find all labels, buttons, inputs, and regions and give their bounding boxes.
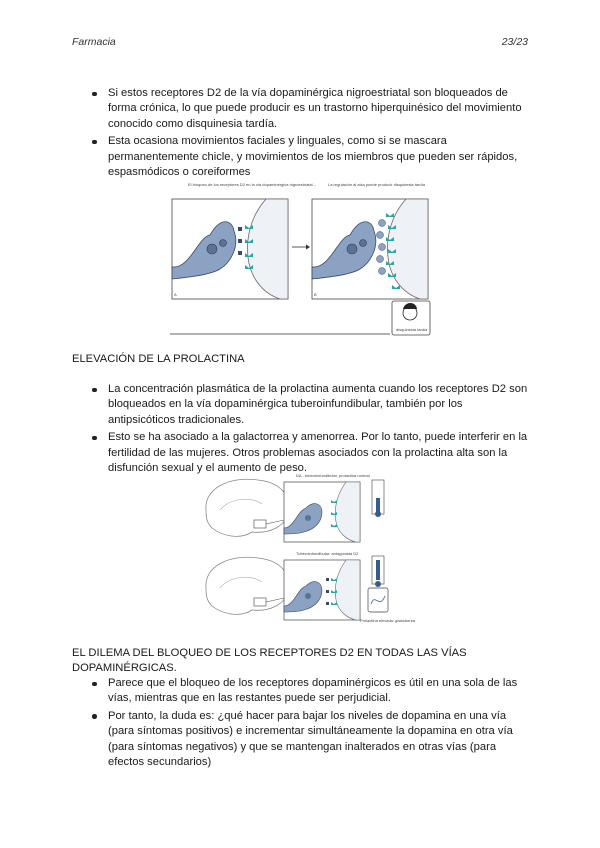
section1-bullet-2: Esta ocasiona movimientos faciales y linguales, como si se mascara permanentemente chicle, y movimientos de los miembros que pueden ser rápidos, espasmódicos o coreiformes	[88, 134, 528, 180]
figure-tardive-dyskinesia	[170, 177, 432, 337]
section2-list	[88, 382, 528, 478]
panel-a-caption: El bloqueo de los receptores D2 en la vía dopaminérgica nigroestriatal...	[188, 182, 316, 187]
section2-bullet-2: Esto se ha asociado a la galactorrea y amenorrea. Por lo tanto, puede interferir en la fertilidad de las mujeres. Otros problemas asociados con la prolactina alta son la disfunción sexual y el aumento de peso.	[88, 430, 528, 476]
heading-dilema: EL DILEMA DEL BLOQUEO DE LOS RECEPTORES D2 EN TODAS LAS VÍAS DOPAMINÉRGICAS.	[72, 647, 467, 675]
header-title: Farmacia	[72, 36, 116, 48]
panel-a-label: A	[174, 292, 177, 297]
figure2-side-caption: Prolactina elevada: galactorrea	[360, 618, 416, 623]
brain-sketch-bottom	[206, 557, 289, 614]
section2-bullet-1: La concentración plasmática de la prolactina aumenta cuando los receptores D2 son bloqueados en la vía dopaminérgica tuberoinfundibular, también por los antipsicóticos tradicionales.	[88, 382, 528, 428]
page-number: 23/23	[501, 36, 528, 48]
panel-b-caption: La regulación al alza puede producir disquinesia tardía	[328, 182, 425, 187]
figure2-top-caption: DA - tuberoinfundibular, prolactina normal	[296, 473, 370, 478]
section3-list	[88, 676, 528, 772]
section3-bullet-2: Por tanto, la duda es: ¿qué hacer para bajar los niveles de dopamina en una vía (para síntomas positivos) e incrementar simultáneamente la dopamina en otra vía (para síntomas negativos) y que se mantengan inalterados en otras vías (para efectos secundarios)	[88, 709, 528, 771]
heading-prolactina: ELEVACIÓN DE LA PROLACTINA	[72, 353, 245, 365]
figure-prolactin	[200, 470, 416, 632]
section3-bullet-1: Parece que el bloqueo de los receptores dopaminérgicos es útil en una sola de las vías, mientras que en las restantes puede ser perjudicial.	[88, 676, 528, 707]
figure2-bottom-caption: Tuberoinfundibular: antagonista D2	[296, 551, 359, 556]
section1-bullet-1: Si estos receptores D2 de la vía dopaminérgica nigroestriatal son bloqueados de forma crónica, lo que puede producir es un trastorno hiperquinésico del movimiento conocido como disquinesia tardía.	[88, 86, 528, 132]
chart-inset	[368, 588, 388, 612]
section1-list	[88, 86, 528, 182]
face-caption: disquinesia tardía	[396, 327, 428, 332]
brain-sketch-top	[206, 479, 289, 536]
panel-b-label: B	[314, 292, 317, 297]
